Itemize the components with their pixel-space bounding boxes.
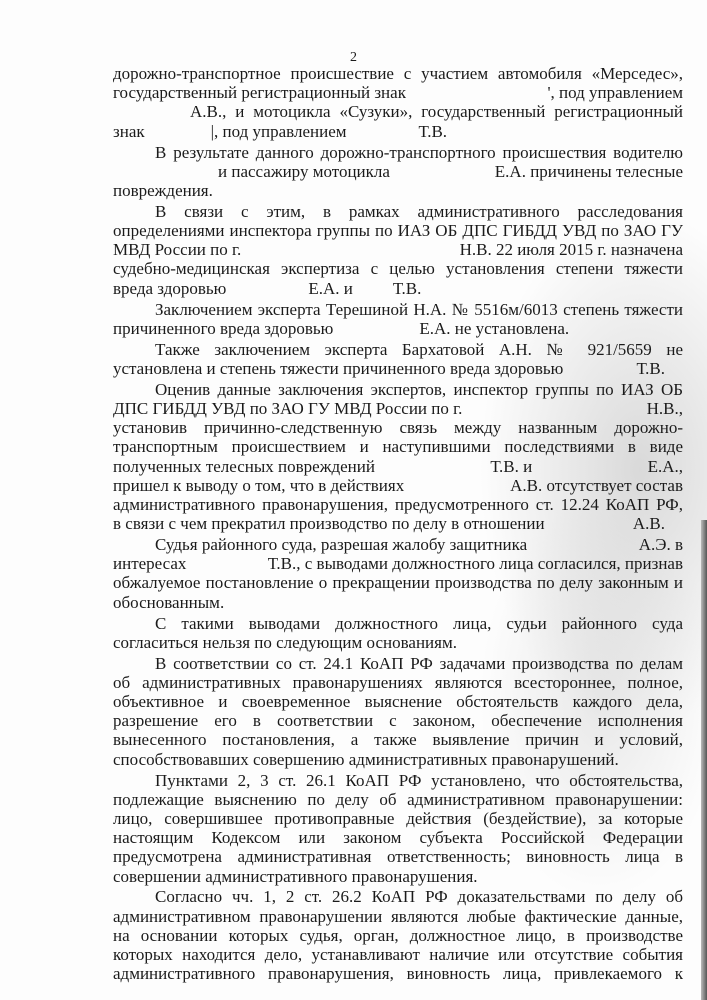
text-segment: |, под управлением [210,121,347,141]
text-segment: Т.В. и [490,456,533,476]
scan-edge-shadow [701,520,707,1000]
text-line: на основании которых судья, орган, должностное лицо, в производстве [113,925,683,945]
text-line: обоснованным. [113,592,225,612]
text-segment: Т.В. [392,278,422,298]
text-line: транспортным происшествием и наступившими последствиями в виде [113,437,683,457]
text-line: установив причинно-следственную связь между названным дорожно- [113,418,683,438]
text-segment: установлена и степень тяжести причиненного вреда здоровью [113,358,564,378]
text-segment: Е.А. не установлена. [419,318,570,338]
document-body [113,64,683,983]
text-line [113,359,683,378]
text-line: административного правонарушения, предусмотренного ст. 12.24 КоАП РФ, [113,494,683,514]
text-line: об административных правонарушениях являются всестороннее, полное, [113,672,683,692]
text-segment: Т.В., с выводами должностного лица согласился, признав [267,554,683,574]
text-segment: интересах [113,554,187,574]
text-line: предусмотрена административная ответственность; виновность лица в [113,847,683,867]
text-segment: Н.В. 22 июля 2015 г. назначена [459,240,683,260]
text-line: дорожно-транспортное происшествие с участием автомобиля «Мерседес», [113,64,683,83]
text-line [113,162,683,181]
text-line: В связи с этим, в рамках административного расследования [155,201,683,221]
text-line: разрешение его в соответствии с законом, обеспечение исполнения [113,711,683,731]
text-line: В результате данного дорожно-транспортного происшествия водителю [155,142,683,162]
text-segment: Е.А. и [308,278,353,298]
text-segment: Е.А. причинены телесные [494,161,683,181]
text-segment: Т.В. [418,121,448,141]
text-segment: А.В. отсутствует состав [510,475,683,495]
text-line [113,319,683,338]
text-line [113,279,683,298]
text-segment: пришел к выводу о том, что в действиях [113,475,405,495]
text-line: Оценив данные заключения экспертов, инспектор группы по ИАЗ ОБ [155,379,683,399]
text-line: лицо, совершившее противоправные действия (бездействие), за которые [113,808,683,828]
text-line [113,399,683,418]
text-line: настоящим Кодексом или законом субъекта Российской Федерации [113,828,683,848]
text-line [113,476,683,495]
text-line [113,554,683,573]
text-line: А.В., и мотоцикла «Сузуки», государственный регистрационный [190,102,683,122]
text-segment: государственный регистрационный знак [113,83,406,103]
text-line [113,535,683,554]
text-segment: знак [113,121,145,141]
text-line [113,122,683,141]
text-segment: МВД России по г. [113,240,242,260]
text-segment: ', под управлением [547,83,683,103]
text-segment: Т.В. [636,358,665,378]
text-line [113,514,683,533]
text-line: способствовавших совершению административных правонарушений. [113,749,619,769]
text-line: подлежащие выяснению по делу об административном правонарушении: [113,789,683,809]
text-segment: полученных телесных повреждений [113,456,375,476]
text-segment: в связи с чем прекратил производство по делу в отношении [113,514,545,534]
text-line: Также заключением эксперта Бархатовой А.Н. № 921/5659 не [155,339,683,359]
text-line: определениями инспектора группы по ИАЗ ОБ ДПС ГИБДД УВД по ЗАО ГУ [113,221,683,240]
text-line: Согласно чч. 1, 2 ст. 26.2 КоАП РФ доказательствами по делу об [155,887,683,907]
page-number: 2 [350,50,357,65]
text-line: согласиться нельзя по следующим основаниям. [113,632,457,652]
text-segment: вреда здоровью [113,278,227,298]
text-line: В соответствии со ст. 24.1 КоАП РФ задачами производства по делам [155,653,683,673]
text-line [113,83,683,102]
text-line [113,240,683,259]
text-line: объективное и своевременное выяснение обстоятельств каждого дела, [113,692,683,711]
text-line: обжалуемое постановление о прекращении производства по делу законным и [113,573,683,593]
text-segment: Н.В., [646,398,683,418]
text-line: совершении административного правонарушения. [113,866,478,886]
text-line [113,457,683,476]
text-segment: Е.А., [647,456,683,476]
text-line: Заключением эксперта Терешиной Н.А. № 5516м/6013 степень тяжести [155,299,683,319]
text-line: вынесенного постановления, а также выявление причин и условий, [113,730,683,750]
text-segment: А.В. [632,514,665,534]
text-line: Пунктами 2, 3 ст. 26.1 КоАП РФ установлено, что обстоятельства, [155,770,683,790]
text-line: которых находится дело, устанавливают наличие или отсутствие события [113,945,683,965]
text-line: судебно-медицинская экспертиза с целью установления степени тяжести [113,259,683,279]
text-line: административном правонарушении являются любые фактические данные, [113,906,683,926]
text-line: повреждения. [113,180,213,200]
text-segment: Судья районного суда, разрешая жалобу защитника [155,535,528,554]
text-line: административного правонарушения, виновность лица, привлекаемого к [113,964,683,984]
text-segment: и пассажиру мотоцикла [218,161,390,181]
text-segment: ДПС ГИБДД УВД по ЗАО ГУ МВД России по г. [113,398,463,418]
text-segment: А.Э. в [638,535,683,554]
text-segment: причиненного вреда здоровью [113,318,334,338]
text-line: С такими выводами должностного лица, судьи районного суда [155,613,683,633]
